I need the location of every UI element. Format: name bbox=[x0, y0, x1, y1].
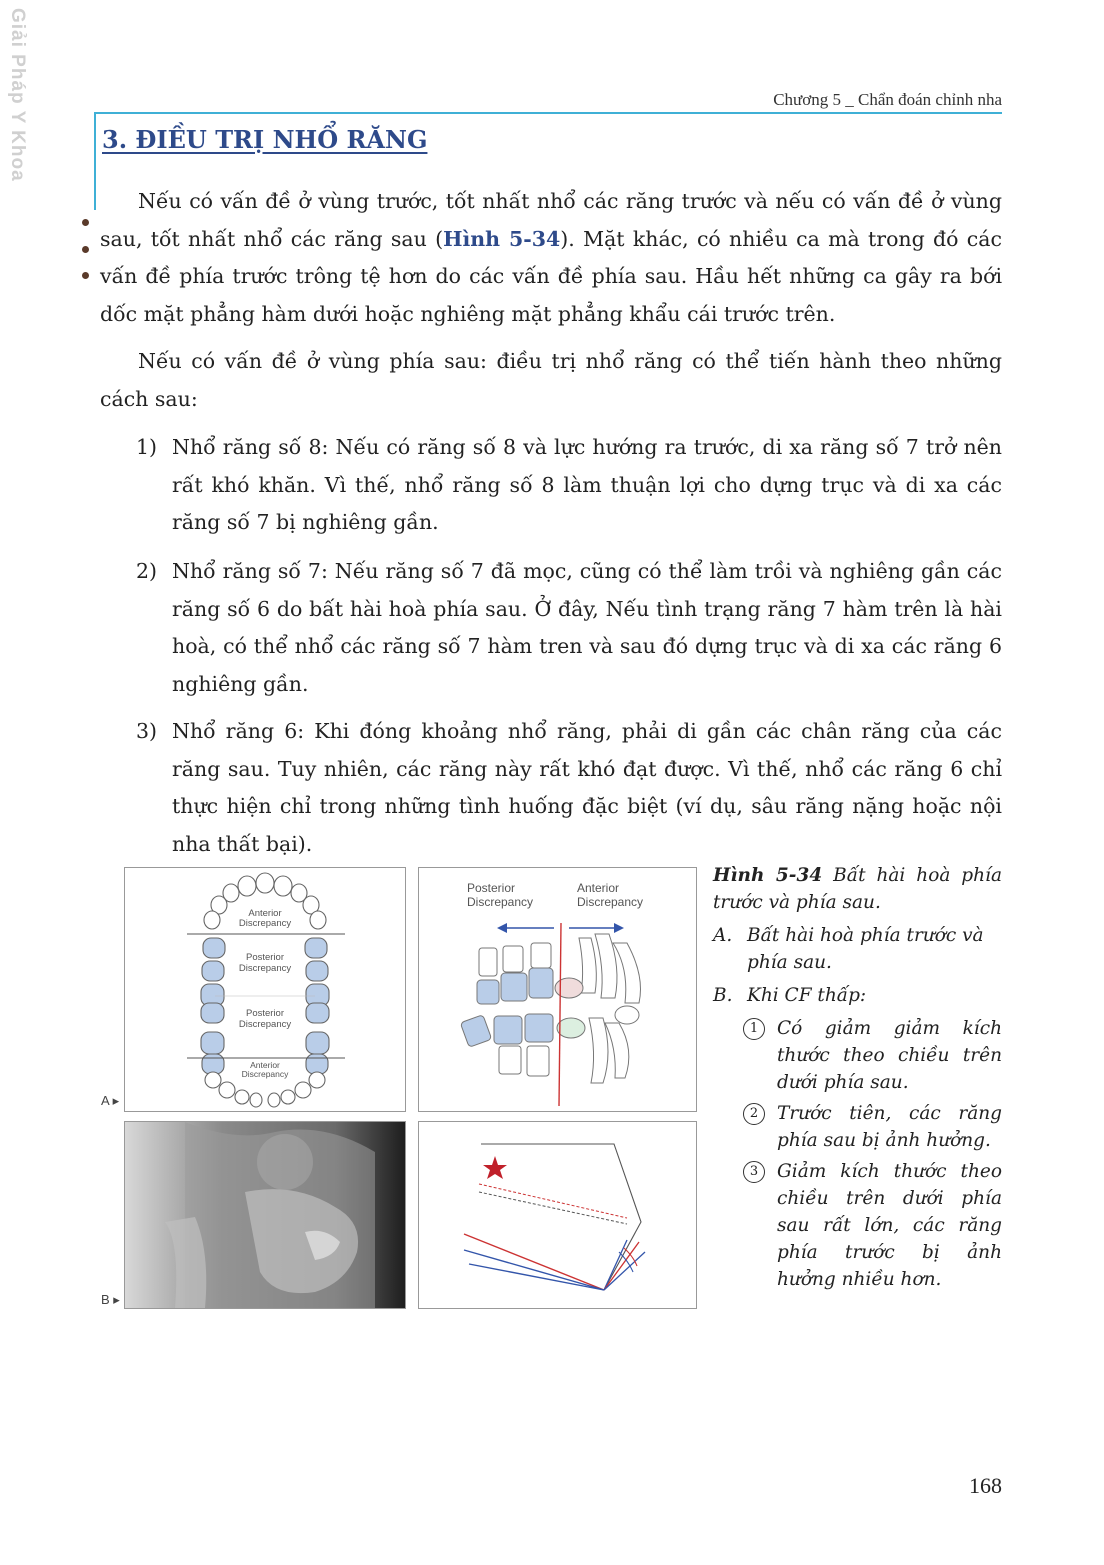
page-number: 168 bbox=[969, 1473, 1002, 1498]
paragraph-1-text-b: ). Mặt khác, có nhiều ca mà trong đó các vấn đề phía trước trông tệ hơn do các vấn đề phía sau. Hầu hết những ca gây ra bới dốc mặt phẳng hàm dưới hoặc nghiêng mặt phẳng khẩu cái trước trên. bbox=[100, 226, 1002, 326]
running-head: Chương 5 _ Chẩn đoán chỉnh nha bbox=[773, 90, 1002, 109]
list-text: Nhổ răng số 8: Nếu có răng số 8 và lực hướng ra trước, di xa răng số 7 trở nên rất khó khăn. Vì thế, nhổ răng số 8 làm thuận lợi cho dựng trục và di xa các răng số 7 bị nghiêng gần. bbox=[172, 435, 1002, 534]
panel-letter-a: A ▸ bbox=[101, 1093, 120, 1108]
caption-subitem-text: Có giảm giảm kích thước theo chiều trên dưới phía sau. bbox=[777, 1018, 1002, 1093]
paragraph-2: Nếu có vấn đề ở vùng phía sau: điều trị nhổ răng có thể tiến hành theo những cách sau: bbox=[100, 349, 1002, 411]
caption-subitem bbox=[713, 1158, 1002, 1293]
paragraph-1 bbox=[100, 183, 1002, 333]
caption-item-letter: A. bbox=[713, 925, 733, 946]
arch-label: Posterior bbox=[245, 1008, 285, 1019]
circled-number-icon: 2 bbox=[743, 1103, 765, 1125]
figure-caption bbox=[713, 862, 1002, 1297]
caption-subitem bbox=[713, 1100, 1002, 1154]
side-label: Posterior bbox=[467, 881, 516, 895]
list-number: 2) bbox=[136, 559, 158, 583]
arch-label: Discrepancy bbox=[241, 1069, 289, 1079]
arch-label: Discrepancy bbox=[238, 918, 292, 929]
margin-dot bbox=[82, 272, 89, 279]
dental-arch-diagram bbox=[125, 868, 405, 1111]
panel-letter-b: B ▸ bbox=[101, 1292, 120, 1307]
caption-item-text: Khi CF thấp: bbox=[747, 985, 867, 1006]
list-item bbox=[136, 713, 1002, 863]
header-rule-vertical bbox=[94, 112, 96, 210]
figure-panel-lateral-teeth bbox=[418, 867, 697, 1112]
circled-number-icon: 3 bbox=[743, 1161, 765, 1183]
margin-dot bbox=[82, 219, 89, 226]
caption-item bbox=[713, 922, 1002, 976]
caption-subitem-text: Trước tiên, các răng phía sau bị ảnh hưởng. bbox=[777, 1103, 1002, 1151]
list-number: 3) bbox=[136, 719, 158, 743]
side-brand-watermark: Giải Pháp Y Khoa bbox=[7, 8, 28, 182]
arch-label: Anterior bbox=[250, 1060, 280, 1070]
arch-label: Discrepancy bbox=[238, 963, 292, 974]
star-icon bbox=[483, 1156, 507, 1179]
caption-subitem bbox=[713, 1015, 1002, 1096]
list-text: Nhổ răng 6: Khi đóng khoảng nhổ răng, phải di gần các chân răng của các răng sau. Tuy nhiên, các răng này rất khó đạt được. Vì thế, nhổ các răng 6 chỉ thực hiện chỉ trong những tình huống đặc biệt (ví dụ, sâu răng nặng hoặc nội nha thất bại). bbox=[172, 719, 1002, 856]
list-text: Nhổ răng số 7: Nếu răng số 7 đã mọc, cũng có thể làm trồi và nghiêng gần các răng số 6 do bất hài hoà phía sau. Ở đây, Nếu tình trạng răng 7 hàm trên là hài hoà, có thể nhổ các răng số 7 hàm tren và sau đó dựng trục và di xa các răng 6 nghiêng gần. bbox=[172, 559, 1002, 696]
panel-letter-a-text: A bbox=[101, 1093, 109, 1108]
figure-panel-plane-diagram bbox=[418, 1121, 697, 1309]
margin-dot bbox=[82, 246, 89, 253]
caption-item-letter: B. bbox=[713, 985, 733, 1006]
caption-label: Hình 5-34 bbox=[713, 865, 823, 886]
figure-panel-xray bbox=[124, 1121, 406, 1309]
arch-label: Discrepancy bbox=[238, 1019, 292, 1030]
figure-reference-link[interactable]: Hình 5-34 bbox=[443, 226, 561, 251]
side-label: Discrepancy bbox=[467, 895, 534, 909]
caption-item-text: Bất hài hoà phía trước và phía sau. bbox=[747, 925, 984, 973]
xray-image bbox=[125, 1122, 405, 1308]
list-item bbox=[136, 429, 1002, 542]
section-title: 3. ĐIỀU TRỊ NHỔ RĂNG bbox=[102, 125, 428, 154]
side-label: Anterior bbox=[577, 881, 620, 895]
panel-letter-b-text: B bbox=[101, 1292, 110, 1307]
list-item bbox=[136, 553, 1002, 703]
caption-title-text: Bất hài hoà phía trước và phía sau. bbox=[713, 865, 1003, 913]
caption-subitem-text: Giảm kích thước theo chiều trên dưới phía sau rất lớn, các răng phía trước bị ảnh hưởng nhiều hơn. bbox=[777, 1161, 1002, 1290]
arch-label: Anterior bbox=[248, 908, 282, 919]
arch-label: Posterior bbox=[245, 952, 285, 963]
circled-number-icon: 1 bbox=[743, 1018, 765, 1040]
list-number: 1) bbox=[136, 435, 158, 459]
figure-panel-dental-arch bbox=[124, 867, 406, 1112]
caption-title bbox=[713, 862, 1002, 916]
side-label: Discrepancy bbox=[577, 895, 644, 909]
plane-diagram bbox=[419, 1122, 696, 1308]
header-rule bbox=[94, 112, 1002, 114]
caption-item bbox=[713, 982, 1002, 1009]
paragraph-1-text-a: Nếu có vấn đề ở vùng trước, tốt nhất nhổ các răng trước và nếu có vấn đề ở vùng sau, tốt nhất nhổ các răng sau ( bbox=[100, 189, 1002, 251]
lateral-teeth-diagram bbox=[419, 868, 696, 1111]
